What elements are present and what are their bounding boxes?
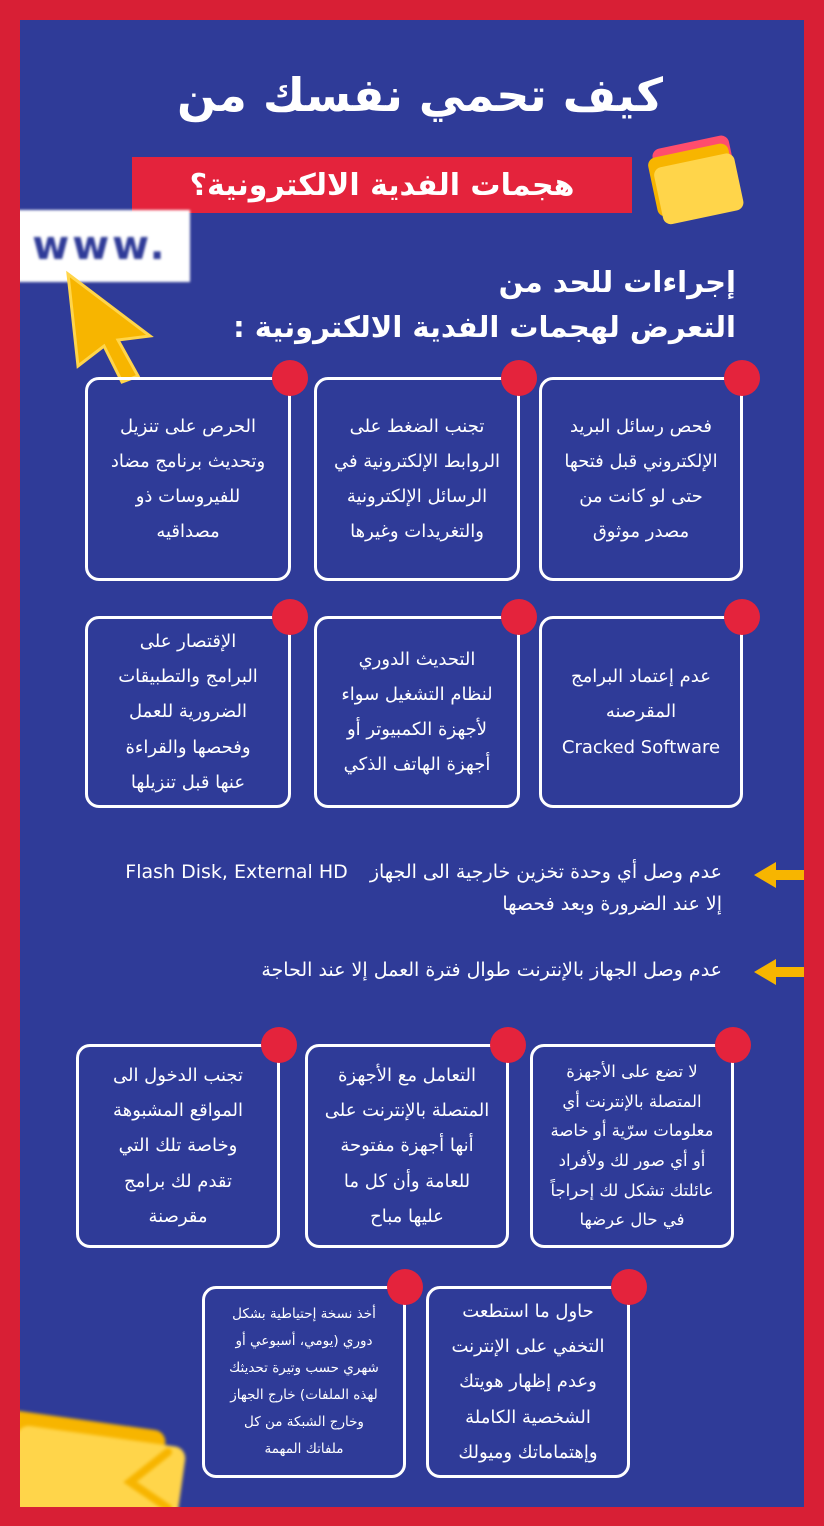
tip-card-public-devices	[305, 1044, 509, 1248]
bullet-storage-line-2: إلا عند الضرورة وبعد فحصها	[502, 893, 722, 916]
tip-card-apps	[85, 616, 291, 808]
red-dot	[501, 360, 537, 396]
tip-card-antivirus	[85, 377, 291, 581]
tip-text: التعامل مع الأجهزة المتصلة بالإنترنت على أنها أجهزة مفتوحة للعامة وأن كل ما عليها مباح	[324, 1065, 490, 1227]
subtitle-line-1: إجراءات للحد من	[498, 265, 736, 299]
bullet-storage	[62, 856, 722, 921]
red-dot	[501, 599, 537, 635]
yellow-arrow-icon	[750, 955, 804, 989]
red-dot	[272, 360, 308, 396]
section-subtitle	[136, 260, 736, 350]
red-dot	[724, 599, 760, 635]
main-title: كيف تحمي نفسك من	[176, 68, 664, 122]
tip-card-email	[539, 377, 743, 581]
red-dot	[715, 1027, 751, 1063]
tip-text: لا تضع على الأجهزة المتصلة بالإنترنت أي معلومات سرّية أو خاصة أو أي صور لك ولأفراد عائلتك تشكل لك إحراجاً في حال عرضها	[550, 1061, 714, 1230]
tip-card-suspicious-sites	[76, 1044, 280, 1248]
tip-card-private-data	[530, 1044, 734, 1248]
tip-text: فحص رسائل البريد الإلكتروني قبل فتحها حتى لو كانت من مصدر موثوق	[564, 415, 718, 543]
tip-card-updates	[314, 616, 520, 808]
tip-card-backup	[202, 1286, 406, 1478]
subtitle-line-2: التعرض لهجمات الفدية الالكترونية :	[233, 309, 736, 344]
infographic-panel	[20, 20, 804, 1507]
title-band: هجمات الفدية الالكترونية؟	[132, 157, 632, 213]
yellow-arrow-icon	[750, 858, 804, 892]
folder-icon	[20, 1390, 190, 1507]
tip-text: الإقتصار على البرامج والتطبيقات الضرورية للعمل وفحصها والقراءة عنها قبل تنزيلها	[118, 631, 258, 793]
www-address-bar: www.	[20, 210, 190, 282]
bullet-storage-line-1: عدم وصل أي وحدة تخزين خارجية الى الجهاز Flash Disk, External HD	[125, 861, 722, 883]
tip-card-privacy	[426, 1286, 630, 1478]
red-dot	[272, 599, 308, 635]
red-dot	[490, 1027, 526, 1063]
red-dot	[261, 1027, 297, 1063]
tip-card-cracked	[539, 616, 743, 808]
folder-icon	[638, 120, 748, 230]
tip-text: تجنب الضغط على الروابط الإلكترونية في الرسائل الإلكترونية والتغريدات وغيرها	[333, 415, 501, 543]
red-dot	[724, 360, 760, 396]
english-devices: Flash Disk, External HD	[125, 861, 348, 883]
bullet-internet: عدم وصل الجهاز بالإنترنت طوال فترة العمل إلا عند الحاجة	[261, 959, 722, 981]
tip-text: أخذ نسخة إحتياطية بشكل دوري (يومي، أسبوعي أو شهري حسب وتيرة تحديثك لهذه الملفات) خارج الجهاز وخارج الشبكة من كل ملفاتك المهمة	[229, 1306, 379, 1457]
red-dot	[611, 1269, 647, 1305]
tip-text: التحديث الدوري لنظام التشغيل سواء لأجهزة الكمبيوتر أو أجهزة الهاتف الذكي	[341, 648, 493, 776]
red-dot	[387, 1269, 423, 1305]
tip-text: الحرص على تنزيل وتحديث برنامج مضاد للفيروسات ذو مصداقيه	[110, 415, 266, 543]
tip-text: تجنب الدخول الى المواقع المشبوهة وخاصة تلك التي تقدم لك برامج مقرصنة	[112, 1065, 244, 1227]
tip-card-links	[314, 377, 520, 581]
tip-text: عدم إعتماد البرامج المقرصنه Cracked Software	[561, 666, 721, 758]
tip-text: حاول ما استطعت التخفي على الإنترنت وعدم إظهار هويتك الشخصية الكاملة وإهتماماتك وميولك	[451, 1301, 605, 1463]
